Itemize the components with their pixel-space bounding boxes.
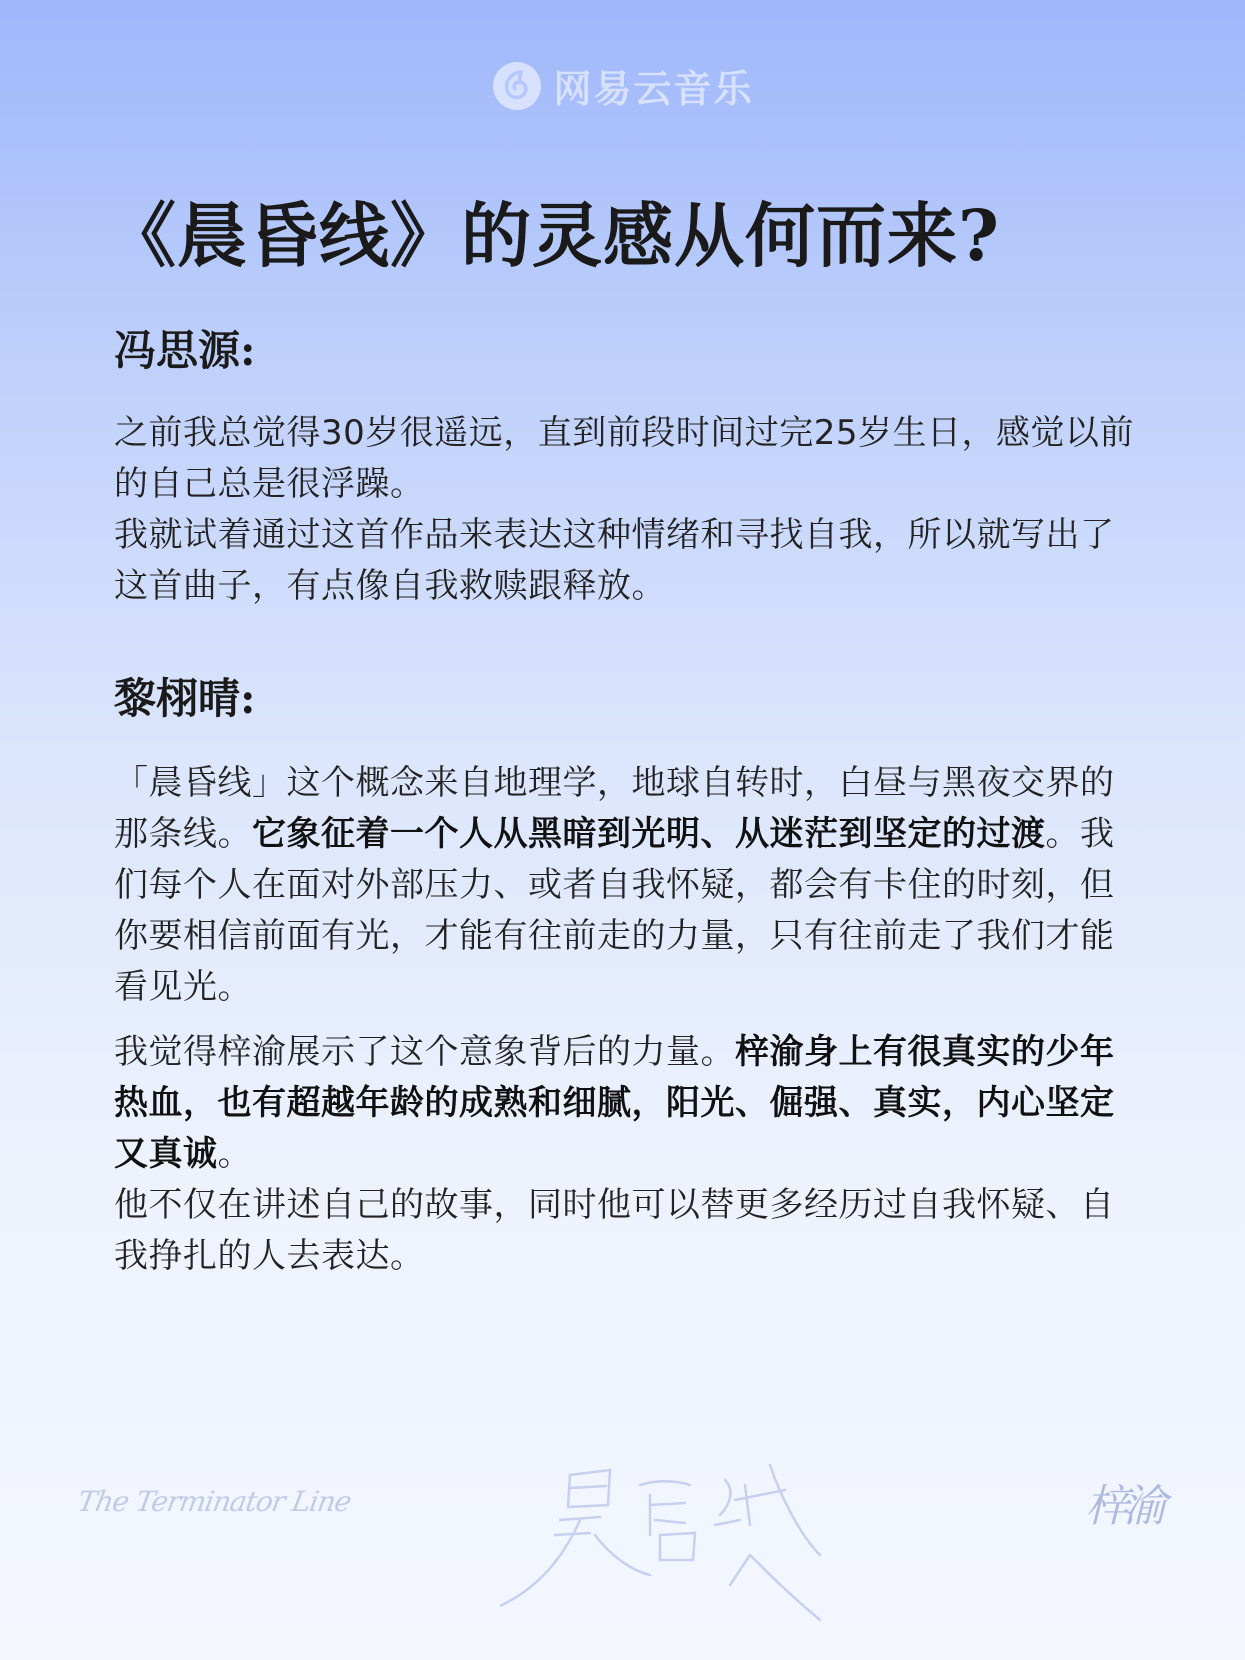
english-title-signature: The Terminator Line [75,1485,354,1518]
emphasis-text: 它象征着一个人从黑暗到光明、从迷茫到坚定的过渡 [252,814,1046,854]
artist-signature: 梓渝 [1085,1481,1161,1532]
speaker-name: 冯思源: [114,326,256,375]
brand-watermark [0,58,1245,113]
page-title: 《晨昏线》的灵感从何而来? [106,194,1001,277]
paragraph [114,758,1144,1013]
brand-name: 网易云音乐 [553,67,754,111]
text-span: 我觉得梓渝展示了这个意象背后的力量。 [114,1032,735,1072]
text-span: 「晨昏线」这个概念来自地理学，地球自转时，白昼与黑夜交界的那条线。 [114,763,1115,854]
emphasis-text: 梓渝身上有很真实的少年热血，也有超越年龄的成熟和细腻，阳光、倔强、真实，内心坚定又真诚 [114,1032,1115,1174]
netease-cloud-music-logo-icon [491,60,543,112]
text-span: 。 [217,1134,252,1174]
paragraph: 之前我总觉得30岁很遥远，直到前段时间过完25岁生日，感觉以前的自己总是很浮躁。 [114,413,1135,504]
paragraph: 他不仅在讲述自己的故事，同时他可以替更多经历过自我怀疑、自我挣扎的人去表达。 [114,1185,1115,1276]
calligraphy-logo [500,1425,880,1625]
speaker-name: 黎栩晴: [114,674,256,723]
paragraph [114,1027,1144,1180]
text-span: 。我们每个人在面对外部压力、或者自我怀疑，都会有卡住的时刻，但你要相信前面有光，才能有往前走的力量，只有往前走了我们才能看见光。 [114,814,1115,1007]
calligraphy-logo-text: 晨昏线 [500,1425,503,1426]
paragraph: 我就试着通过这首作品来表达这种情绪和寻找自我，所以就写出了这首曲子，有点像自我救赎跟释放。 [114,515,1115,606]
